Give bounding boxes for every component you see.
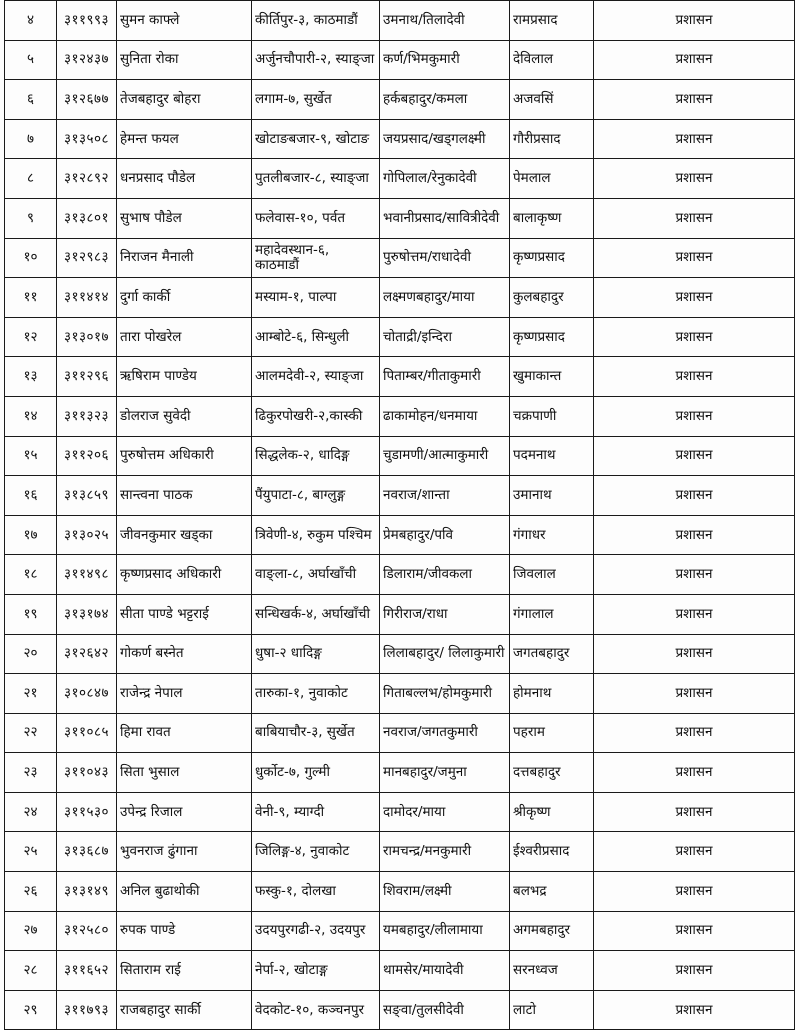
parents-names-cell: उमनाथ/तिलादेवी (380, 1, 510, 41)
roll-number-cell: ३१२६४२ (57, 634, 117, 674)
parents-names-cell: दामोदर/माया (380, 792, 510, 832)
grandparent-name-cell: कृष्णप्रसाद (510, 238, 594, 278)
candidate-name-cell: तेजबहादुर बोहरा (117, 80, 252, 120)
table-row (5, 792, 795, 832)
post-cell: प्रशासन (594, 674, 795, 714)
address-cell: लगाम-७, सुर्खेत (252, 80, 380, 120)
roll-number-cell: ३१३०१७ (57, 317, 117, 357)
serial-number-cell: १८ (5, 555, 57, 595)
parents-names-cell: शिवराम/लक्ष्मी (380, 872, 510, 912)
roll-number-cell: ३११६५२ (57, 951, 117, 991)
serial-number-cell: ७ (5, 119, 57, 159)
parents-names-cell: प्रेमबहादुर/पवि (380, 515, 510, 555)
address-cell: धुर्कोट-७, गुल्मी (252, 753, 380, 793)
roll-number-cell: ३१३०२५ (57, 515, 117, 555)
address-cell: कीर्तिपुर-३, काठमाडौं (252, 1, 380, 41)
grandparent-name-cell: श्रीकृष्ण (510, 792, 594, 832)
table-row (5, 317, 795, 357)
post-cell: प्रशासन (594, 238, 795, 278)
address-cell: वेदकोट-१०, कञ्चनपुर (252, 990, 380, 1030)
table-row (5, 80, 795, 120)
candidate-name-cell: सीता पाण्डे भट्टराई (117, 594, 252, 634)
roll-number-cell: ३१३६८७ (57, 832, 117, 872)
address-cell: सन्धिखर्क-४, अर्घाखाँची (252, 594, 380, 634)
candidate-name-cell: सिताराम राई (117, 951, 252, 991)
candidate-name-cell: गोकर्ण बस्नेत (117, 634, 252, 674)
serial-number-cell: ६ (5, 80, 57, 120)
address-cell: बाबियाचौर-३, सुर्खेत (252, 713, 380, 753)
post-cell: प्रशासन (594, 317, 795, 357)
address-cell: फस्कु-१, दोलखा (252, 872, 380, 912)
table-row (5, 357, 795, 397)
post-cell: प्रशासन (594, 40, 795, 80)
roll-number-cell: ३१०८४७ (57, 674, 117, 714)
serial-number-cell: २० (5, 634, 57, 674)
grandparent-name-cell: सरनध्वज (510, 951, 594, 991)
post-cell: प्रशासन (594, 515, 795, 555)
roll-number-cell: ३१२९८३ (57, 238, 117, 278)
roll-number-cell: ३१२५८० (57, 911, 117, 951)
parents-names-cell: नवराज/जगतकुमारी (380, 713, 510, 753)
candidate-name-cell: रुपक पाण्डे (117, 911, 252, 951)
candidate-name-cell: राजेन्द्र नेपाल (117, 674, 252, 714)
parents-names-cell: नवराज/शान्ता (380, 476, 510, 516)
roll-number-cell: ३१३१४९ (57, 872, 117, 912)
serial-number-cell: १९ (5, 594, 57, 634)
parents-names-cell: पुरुषोत्तम/राधादेवी (380, 238, 510, 278)
grandparent-name-cell: उमानाथ (510, 476, 594, 516)
parents-names-cell: यमबहादुर/लीलामाया (380, 911, 510, 951)
table-row (5, 753, 795, 793)
serial-number-cell: ४ (5, 1, 57, 41)
serial-number-cell: ५ (5, 40, 57, 80)
serial-number-cell: २९ (5, 990, 57, 1030)
serial-number-cell: १४ (5, 396, 57, 436)
table-row (5, 713, 795, 753)
parents-names-cell: गोपिलाल/रेनुकादेवी (380, 159, 510, 199)
roll-number-cell: ३११०४३ (57, 753, 117, 793)
post-cell: प्रशासन (594, 594, 795, 634)
grandparent-name-cell: ईश्वरीप्रसाद (510, 832, 594, 872)
post-cell: प्रशासन (594, 1, 795, 41)
table-row (5, 872, 795, 912)
address-cell: वाङ्ला-८, अर्घाखाँची (252, 555, 380, 595)
grandparent-name-cell: गंगालाल (510, 594, 594, 634)
address-cell: ढिकुरपोखरी-२,कास्की (252, 396, 380, 436)
serial-number-cell: ८ (5, 159, 57, 199)
grandparent-name-cell: कृष्णप्रसाद (510, 317, 594, 357)
roll-number-cell: ३११०८५ (57, 713, 117, 753)
post-cell: प्रशासन (594, 951, 795, 991)
table-row (5, 674, 795, 714)
candidate-name-cell: जीवनकुमार खड्का (117, 515, 252, 555)
table-row (5, 119, 795, 159)
table-row (5, 594, 795, 634)
candidate-name-cell: राजबहादुर सार्की (117, 990, 252, 1030)
address-cell: धुषा-२ धादिङ्ग (252, 634, 380, 674)
serial-number-cell: १३ (5, 357, 57, 397)
candidate-name-cell: भुवनराज ढुंगाना (117, 832, 252, 872)
post-cell: प्रशासन (594, 792, 795, 832)
parents-names-cell: थामसेर/मायादेवी (380, 951, 510, 991)
serial-number-cell: १७ (5, 515, 57, 555)
address-cell: त्रिवेणी-४, रुकुम पश्चिम (252, 515, 380, 555)
parents-names-cell: लक्ष्मणबहादुर/माया (380, 278, 510, 318)
roll-number-cell: ३११४१४ (57, 278, 117, 318)
parents-names-cell: हर्कबहादुर/कमला (380, 80, 510, 120)
table-body (5, 1, 795, 1030)
table-row (5, 911, 795, 951)
grandparent-name-cell: लाटो (510, 990, 594, 1030)
post-cell: प्रशासन (594, 198, 795, 238)
address-cell: उदयपुरगढी-२, उदयपुर (252, 911, 380, 951)
grandparent-name-cell: बलभद्र (510, 872, 594, 912)
post-cell: प्रशासन (594, 119, 795, 159)
grandparent-name-cell: जिवलाल (510, 555, 594, 595)
grandparent-name-cell: पहराम (510, 713, 594, 753)
parents-names-cell: जयप्रसाद/खड्गलक्ष्मी (380, 119, 510, 159)
table-row (5, 238, 795, 278)
post-cell: प्रशासन (594, 872, 795, 912)
parents-names-cell: चुडामणी/आत्माकुमारी (380, 436, 510, 476)
parents-names-cell: गिरीराज/राधा (380, 594, 510, 634)
post-cell: प्रशासन (594, 396, 795, 436)
candidate-name-cell: डोलराज सुवेदी (117, 396, 252, 436)
table-row (5, 634, 795, 674)
serial-number-cell: २२ (5, 713, 57, 753)
serial-number-cell: २४ (5, 792, 57, 832)
address-cell: पुतलीबजार-८, स्याङ्जा (252, 159, 380, 199)
table-row (5, 198, 795, 238)
parents-names-cell: चोताद्री/इन्दिरा (380, 317, 510, 357)
post-cell: प्रशासन (594, 357, 795, 397)
table-row (5, 951, 795, 991)
grandparent-name-cell: जगतबहादुर (510, 634, 594, 674)
address-cell: खोटाङबजार-९, खोटाङ (252, 119, 380, 159)
serial-number-cell: ११ (5, 278, 57, 318)
parents-names-cell: सङ्वा/तुलसीदेवी (380, 990, 510, 1030)
candidate-name-cell: निराजन मैनाली (117, 238, 252, 278)
post-cell: प्रशासन (594, 634, 795, 674)
grandparent-name-cell: गौरीप्रसाद (510, 119, 594, 159)
roll-number-cell: ३११२९६ (57, 357, 117, 397)
address-cell: नेर्पा-२, खोटाङ्ग (252, 951, 380, 991)
grandparent-name-cell: अजवसिं (510, 80, 594, 120)
serial-number-cell: २८ (5, 951, 57, 991)
address-cell: फलेवास-१०, पर्वत (252, 198, 380, 238)
grandparent-name-cell: देविलाल (510, 40, 594, 80)
grandparent-name-cell: रामप्रसाद (510, 1, 594, 41)
candidate-name-cell: पुरुषोत्तम अधिकारी (117, 436, 252, 476)
grandparent-name-cell: चक्रपाणी (510, 396, 594, 436)
roll-number-cell: ३११२०६ (57, 436, 117, 476)
roll-number-cell: ३११४९८ (57, 555, 117, 595)
roll-number-cell: ३११९९३ (57, 1, 117, 41)
address-cell: पैंयुपाटा-८, बाग्लुङ्ग (252, 476, 380, 516)
post-cell: प्रशासन (594, 911, 795, 951)
table-row (5, 555, 795, 595)
roll-number-cell: ३११३२३ (57, 396, 117, 436)
address-cell: अर्जुनचौपारी-२, स्याङ्जा (252, 40, 380, 80)
table-row (5, 396, 795, 436)
roll-number-cell: ३११७९३ (57, 990, 117, 1030)
post-cell: प्रशासन (594, 990, 795, 1030)
roll-number-cell: ३१३८५९ (57, 476, 117, 516)
candidate-name-cell: कृष्णप्रसाद अधिकारी (117, 555, 252, 595)
candidate-table (4, 0, 795, 1030)
grandparent-name-cell: गंगाधर (510, 515, 594, 555)
table-row (5, 1, 795, 41)
grandparent-name-cell: पेमलाल (510, 159, 594, 199)
roll-number-cell: ३१३५०८ (57, 119, 117, 159)
address-cell: आम्बोटे-६, सिन्धुली (252, 317, 380, 357)
post-cell: प्रशासन (594, 832, 795, 872)
candidate-name-cell: ऋषिराम पाण्डेय (117, 357, 252, 397)
grandparent-name-cell: होमनाथ (510, 674, 594, 714)
post-cell: प्रशासन (594, 476, 795, 516)
post-cell: प्रशासन (594, 713, 795, 753)
post-cell: प्रशासन (594, 555, 795, 595)
parents-names-cell: कर्ण/भिमकुमारी (380, 40, 510, 80)
parents-names-cell: लिलाबहादुर/ लिलाकुमारी (380, 634, 510, 674)
address-cell: महादेवस्थान-६, काठमाडौं (252, 238, 380, 278)
serial-number-cell: १६ (5, 476, 57, 516)
post-cell: प्रशासन (594, 753, 795, 793)
table-row (5, 278, 795, 318)
candidate-name-cell: सुमन काफ्ले (117, 1, 252, 41)
roll-number-cell: ३१२४३७ (57, 40, 117, 80)
parents-names-cell: भवानीप्रसाद/सावित्रीदेवी (380, 198, 510, 238)
post-cell: प्रशासन (594, 159, 795, 199)
roll-number-cell: ३१३८०१ (57, 198, 117, 238)
candidate-name-cell: सुनिता रोका (117, 40, 252, 80)
address-cell: तारुका-१, नुवाकोट (252, 674, 380, 714)
table-row (5, 832, 795, 872)
serial-number-cell: ९ (5, 198, 57, 238)
address-cell: वेनी-९, म्याग्दी (252, 792, 380, 832)
grandparent-name-cell: बालाकृष्ण (510, 198, 594, 238)
table-row (5, 476, 795, 516)
parents-names-cell: रामचन्द्र/मनकुमारी (380, 832, 510, 872)
grandparent-name-cell: खुमाकान्त (510, 357, 594, 397)
roll-number-cell: ३१२८९२ (57, 159, 117, 199)
post-cell: प्रशासन (594, 278, 795, 318)
address-cell: सिद्धलेक-२, धादिङ्ग (252, 436, 380, 476)
serial-number-cell: १५ (5, 436, 57, 476)
post-cell: प्रशासन (594, 436, 795, 476)
parents-names-cell: ढाकामोहन/धनमाया (380, 396, 510, 436)
roll-number-cell: ३११५३० (57, 792, 117, 832)
serial-number-cell: १० (5, 238, 57, 278)
table-row (5, 990, 795, 1030)
serial-number-cell: २६ (5, 872, 57, 912)
grandparent-name-cell: कुलबहादुर (510, 278, 594, 318)
table-row (5, 515, 795, 555)
candidate-name-cell: हिमा रावत (117, 713, 252, 753)
roll-number-cell: ३१३१७४ (57, 594, 117, 634)
grandparent-name-cell: दत्तबहादुर (510, 753, 594, 793)
candidate-name-cell: धनप्रसाद पौडेल (117, 159, 252, 199)
candidate-name-cell: दुर्गा कार्की (117, 278, 252, 318)
address-cell: जिलिङ्ग-४, नुवाकोट (252, 832, 380, 872)
grandparent-name-cell: पदमनाथ (510, 436, 594, 476)
serial-number-cell: २१ (5, 674, 57, 714)
table-row (5, 159, 795, 199)
serial-number-cell: २५ (5, 832, 57, 872)
address-cell: आलमदेवी-२, स्याङ्जा (252, 357, 380, 397)
candidate-name-cell: तारा पोखरेल (117, 317, 252, 357)
roll-number-cell: ३१२६७७ (57, 80, 117, 120)
candidate-name-cell: हेमन्त फयल (117, 119, 252, 159)
candidate-name-cell: सिता भुसाल (117, 753, 252, 793)
parents-names-cell: गिताबल्लभ/होमकुमारी (380, 674, 510, 714)
serial-number-cell: २३ (5, 753, 57, 793)
candidate-name-cell: सुभाष पौडेल (117, 198, 252, 238)
grandparent-name-cell: अगमबहादुर (510, 911, 594, 951)
candidate-name-cell: सान्त्वना पाठक (117, 476, 252, 516)
serial-number-cell: १२ (5, 317, 57, 357)
parents-names-cell: डिलाराम/जीवकला (380, 555, 510, 595)
candidate-name-cell: अनिल बुढाथोकी (117, 872, 252, 912)
candidate-name-cell: उपेन्द्र रिजाल (117, 792, 252, 832)
table-row (5, 436, 795, 476)
post-cell: प्रशासन (594, 80, 795, 120)
serial-number-cell: २७ (5, 911, 57, 951)
parents-names-cell: पिताम्बर/गीताकुमारी (380, 357, 510, 397)
parents-names-cell: मानबहादुर/जमुना (380, 753, 510, 793)
address-cell: मस्याम-१, पाल्पा (252, 278, 380, 318)
table-row (5, 40, 795, 80)
